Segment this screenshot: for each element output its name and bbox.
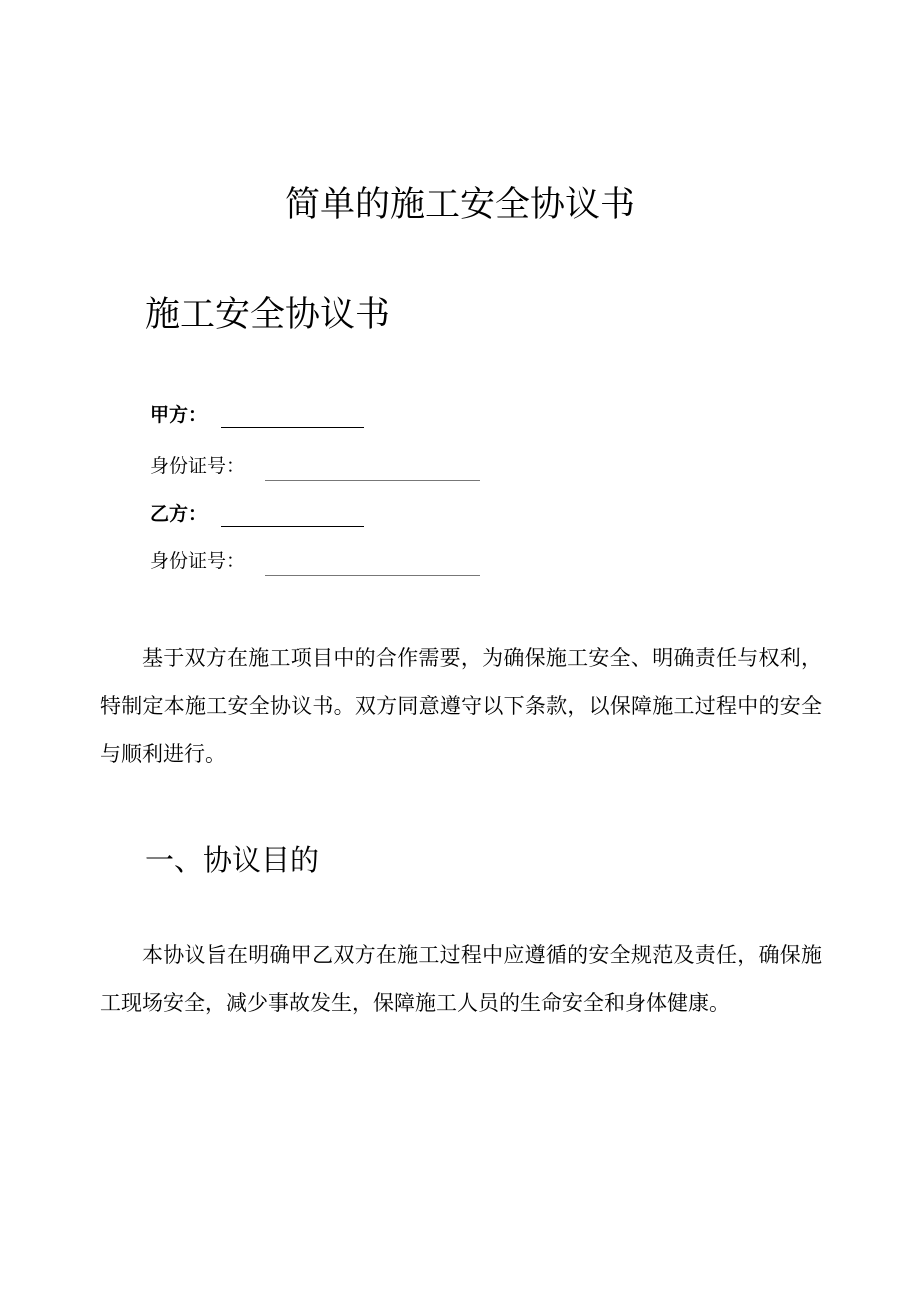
- party-a-blank-line: [221, 401, 364, 428]
- party-b-blank-line: [221, 500, 364, 527]
- party-a-id-label: 身份证号：: [150, 455, 246, 477]
- section-heading-purpose: 一、协议目的: [145, 843, 320, 877]
- party-a-id-blank-line: [265, 452, 480, 481]
- party-a-field: [150, 400, 364, 429]
- party-b-id-field: [150, 546, 480, 576]
- party-b-label: 乙方：: [150, 502, 208, 525]
- party-a-label: 甲方：: [150, 403, 208, 426]
- party-b-field: [150, 499, 364, 528]
- intro-paragraph: 基于双方在施工项目中的合作需要，为确保施工安全、明确责任与权利，特制定本施工安全协议书。双方同意遵守以下条款，以保障施工过程中的安全与顺利进行。: [100, 646, 822, 766]
- party-b-id-blank-line: [265, 547, 480, 576]
- document-subtitle: 施工安全协议书: [145, 295, 391, 335]
- section-body-purpose: 本协议旨在明确甲乙双方在施工过程中应遵循的安全规范及责任，确保施工现场安全，减少事故发生，保障施工人员的生命安全和身体健康。: [100, 943, 822, 1015]
- party-a-id-field: [150, 451, 480, 481]
- document-title: 简单的施工安全协议书: [284, 185, 635, 225]
- party-b-id-label: 身份证号：: [150, 550, 246, 572]
